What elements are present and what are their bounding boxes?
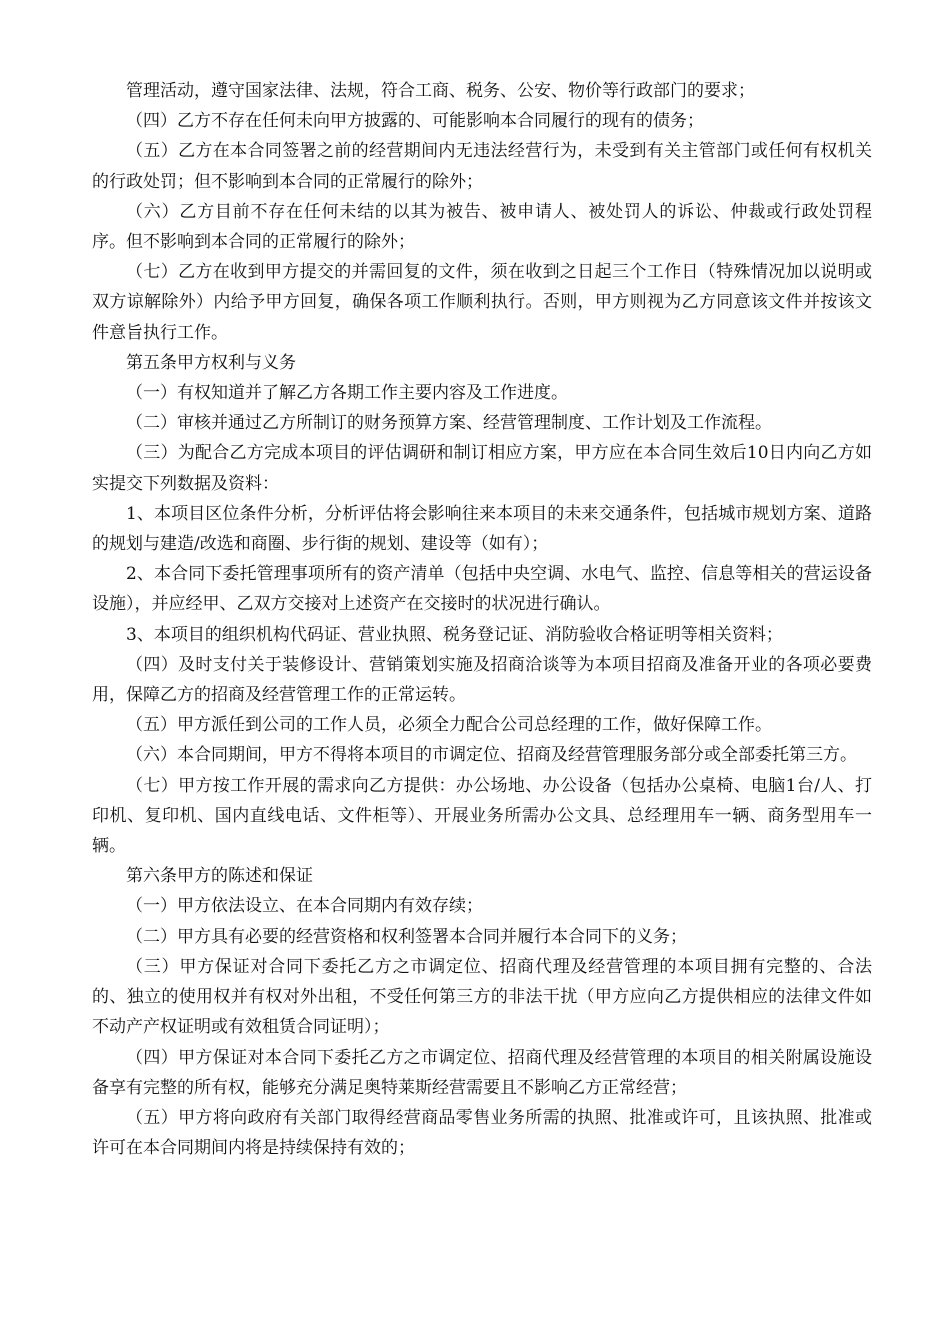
clause-5-3-item-3: 3、本项目的组织机构代码证、营业执照、税务登记证、消防验收合格证明等相关资料； bbox=[126, 624, 783, 645]
clause-5-3-item-1: 1、本项目区位条件分析，分析评估将会影响往来本项目的未来交通条件，包括城市规划方案、道路的规划与建造/改选和商圈、步行街的规划、建设等（如有）； bbox=[92, 503, 872, 555]
clause-5-3: （三）为配合乙方完成本项目的评估调研和制订相应方案，甲方应在本合同生效后10日内向乙方如实提交下列数据及资料： bbox=[92, 443, 872, 494]
clause-4-7: （七）乙方在收到甲方提交的并需回复的文件，须在收到之日起三个工作日（特殊情况加以说明或双方谅解除外）内给予甲方回复，确保各项工作顺利执行。否则，甲方则视为乙方同意该文件并按该文件意旨执行工作。 bbox=[92, 262, 872, 343]
clause-4-4: （四）乙方不存在任何未向甲方披露的、可能影响本合同履行的现有的债务； bbox=[126, 111, 704, 132]
clause-6-5: （五）甲方将向政府有关部门取得经营商品零售业务所需的执照、批准或许可，且该执照、批准或许可在本合同期间内将是持续保持有效的； bbox=[92, 1107, 872, 1159]
clause-6-2: （二）甲方具有必要的经营资格和权利签署本合同并履行本合同下的义务； bbox=[126, 926, 687, 947]
clause-5-6: （六）本合同期间，甲方不得将本项目的市调定位、招商及经营管理服务部分或全部委托第三方。 bbox=[126, 745, 857, 766]
clause-4-6: （六）乙方目前不存在任何未结的以其为被告、被申请人、被处罚人的诉讼、仲裁或行政处罚程序。但不影响到本合同的正常履行的除外； bbox=[92, 201, 872, 253]
clause-6-4: （四）甲方保证对本合同下委托乙方之市调定位、招商代理及经营管理的本项目的相关附属设施设备享有完整的所有权，能够充分满足奥特莱斯经营需要且不影响乙方正常经营； bbox=[92, 1047, 872, 1098]
document-body bbox=[92, 76, 872, 1163]
paragraph-continuation: 管理活动，遵守国家法律、法规，符合工商、税务、公安、物价等行政部门的要求； bbox=[126, 81, 755, 101]
clause-4-5: （五）乙方在本合同签署之前的经营期间内无违法经营行为，未受到有关主管部门或任何有权机关的行政处罚；但不影响到本合同的正常履行的除外； bbox=[92, 141, 872, 192]
clause-5-2: （二）审核并通过乙方所制订的财务预算方案、经营管理制度、工作计划及工作流程。 bbox=[126, 413, 772, 434]
article-5-heading: 第五条甲方权利与义务 bbox=[126, 352, 296, 373]
clause-6-1: （一）甲方依法设立、在本合同期内有效存续； bbox=[126, 896, 483, 917]
clause-5-1: （一）有权知道并了解乙方各期工作主要内容及工作进度。 bbox=[126, 383, 568, 404]
clause-6-3: （三）甲方保证对合同下委托乙方之市调定位、招商代理及经营管理的本项目拥有完整的、合法的、独立的使用权并有权对外出租，不受任何第三方的非法干扰（甲方应向乙方提供相应的法律文件如不动产产权证明或有效租赁合同证明）； bbox=[92, 956, 872, 1038]
article-6-heading: 第六条甲方的陈述和保证 bbox=[126, 866, 313, 887]
clause-5-7: （七）甲方按工作开展的需求向乙方提供：办公场地、办公设备（包括办公桌椅、电脑1台/人、打印机、复印机、国内直线电话、文件柜等）、开展业务所需办公文具、总经理用车一辆、商务型用车一辆。 bbox=[92, 775, 872, 857]
clause-5-5: （五）甲方派任到公司的工作人员，必须全力配合公司总经理的工作，做好保障工作。 bbox=[126, 715, 772, 736]
clause-5-4: （四）及时支付关于装修设计、营销策划实施及招商洽谈等为本项目招商及准备开业的各项必要费用，保障乙方的招商及经营管理工作的正常运转。 bbox=[92, 654, 872, 706]
clause-5-3-item-2: 2、本合同下委托管理事项所有的资产清单（包括中央空调、水电气、监控、信息等相关的营运设备设施），并应经甲、乙双方交接对上述资产在交接时的状况进行确认。 bbox=[92, 564, 872, 615]
